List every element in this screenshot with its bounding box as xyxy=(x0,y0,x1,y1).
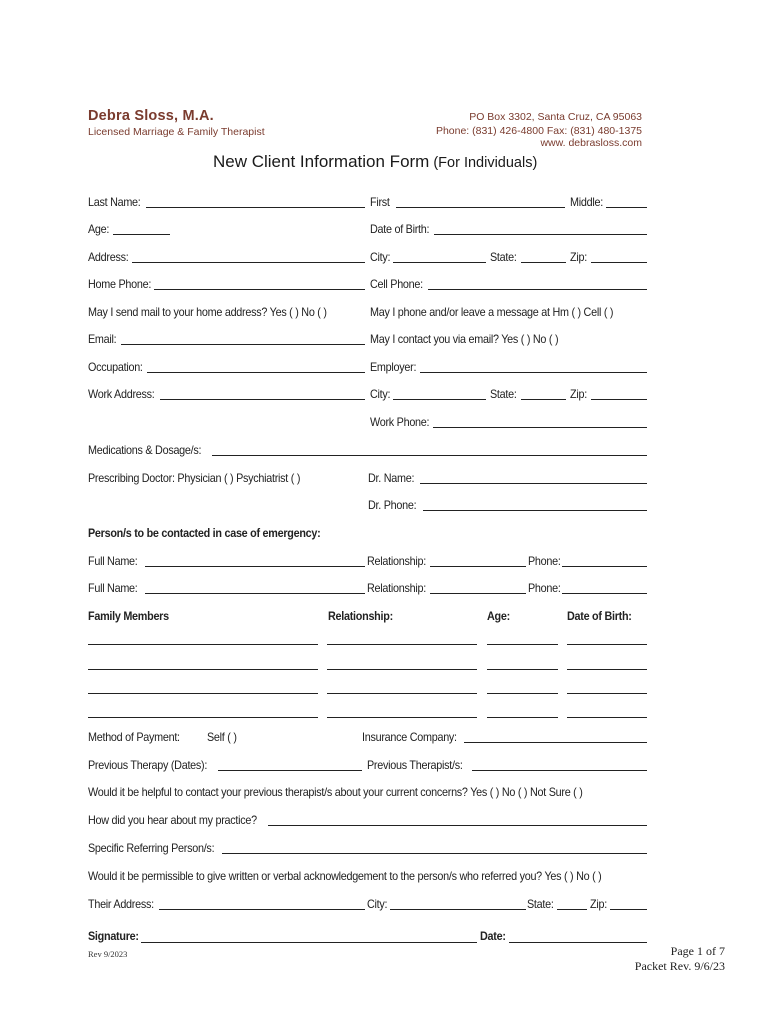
previous-therapist-label: Previous Therapist/s: xyxy=(367,758,463,772)
family-member-2-age-field[interactable] xyxy=(487,669,558,670)
family-member-1-name-field[interactable] xyxy=(88,644,318,645)
dob-field[interactable] xyxy=(434,234,647,235)
form-subtitle: (For Individuals) xyxy=(433,155,538,171)
city-field[interactable] xyxy=(393,262,486,263)
first-name-label: First xyxy=(370,195,390,209)
dob-label: Date of Birth: xyxy=(370,222,430,236)
signature-field[interactable] xyxy=(141,942,477,943)
dr-phone-field[interactable] xyxy=(423,510,647,511)
practitioner-name: Debra Sloss, M.A. xyxy=(88,108,214,124)
family-member-2-name-field[interactable] xyxy=(88,669,318,670)
cell-phone-label: Cell Phone: xyxy=(370,277,423,291)
home-phone-field[interactable] xyxy=(154,289,365,290)
work-city-label: City: xyxy=(370,387,391,401)
emergency-2-name-label: Full Name: xyxy=(88,581,138,595)
family-members-heading: Family Members xyxy=(88,609,169,623)
acknowledgement-question[interactable]: Would it be permissible to give written or verbal acknowledgement to the person/s who referred you? Yes ( ) No ( ) xyxy=(88,869,602,883)
referrer-state-label: State: xyxy=(527,897,554,911)
form-title xyxy=(213,152,537,172)
dr-name-field[interactable] xyxy=(420,483,647,484)
emergency-1-relationship-label: Relationship: xyxy=(367,554,426,568)
address-field[interactable] xyxy=(132,262,365,263)
previous-therapist-field[interactable] xyxy=(472,770,647,771)
last-name-field[interactable] xyxy=(146,207,365,208)
cell-phone-field[interactable] xyxy=(428,289,647,290)
date-field[interactable] xyxy=(509,942,647,943)
family-member-2-relationship-field[interactable] xyxy=(327,669,477,670)
emergency-contact-heading: Person/s to be contacted in case of emergency: xyxy=(88,526,321,540)
mail-consent-question[interactable]: May I send mail to your home address? Yes ( ) No ( ) xyxy=(88,305,327,319)
medications-field[interactable] xyxy=(212,455,647,456)
email-consent-question[interactable]: May I contact you via email? Yes ( ) No ( ) xyxy=(370,332,559,346)
referrer-address-label: Their Address: xyxy=(88,897,154,911)
last-name-label: Last Name: xyxy=(88,195,141,209)
referring-person-field[interactable] xyxy=(222,853,647,854)
zip-field[interactable] xyxy=(591,262,647,263)
work-zip-label: Zip: xyxy=(570,387,587,401)
work-phone-label: Work Phone: xyxy=(370,415,430,429)
emergency-1-name-label: Full Name: xyxy=(88,554,138,568)
family-member-4-age-field[interactable] xyxy=(487,717,558,718)
insurance-field[interactable] xyxy=(464,742,647,743)
employer-label: Employer: xyxy=(370,360,417,374)
emergency-2-relationship-label: Relationship: xyxy=(367,581,426,595)
emergency-2-phone-field[interactable] xyxy=(562,593,647,594)
referrer-city-label: City: xyxy=(367,897,388,911)
revision-note: Rev 9/2023 xyxy=(88,949,128,959)
payment-method-label: Method of Payment: xyxy=(88,730,180,744)
family-age-heading: Age: xyxy=(487,609,510,623)
referrer-state-field[interactable] xyxy=(557,909,587,910)
work-phone-field[interactable] xyxy=(433,427,647,428)
family-member-1-dob-field[interactable] xyxy=(567,644,647,645)
dr-phone-label: Dr. Phone: xyxy=(368,498,417,512)
previous-therapy-field[interactable] xyxy=(218,770,362,771)
contact-previous-therapist-question[interactable]: Would it be helpful to contact your previous therapist/s about your current concerns? Yes ( ) No ( ) Not Sure ( ) xyxy=(88,785,583,799)
prescribing-doctor-question[interactable]: Prescribing Doctor: Physician ( ) Psychiatrist ( ) xyxy=(88,471,301,485)
zip-label: Zip: xyxy=(570,250,587,264)
phone-consent-question[interactable]: May I phone and/or leave a message at Hm ( ) Cell ( ) xyxy=(370,305,614,319)
work-address-label: Work Address: xyxy=(88,387,155,401)
middle-name-field[interactable] xyxy=(606,207,647,208)
emergency-2-name-field[interactable] xyxy=(145,593,365,594)
family-member-3-age-field[interactable] xyxy=(487,693,558,694)
previous-therapy-label: Previous Therapy (Dates): xyxy=(88,758,208,772)
emergency-1-phone-label: Phone: xyxy=(528,554,561,568)
emergency-1-name-field[interactable] xyxy=(145,566,365,567)
referring-person-label: Specific Referring Person/s: xyxy=(88,841,215,855)
work-zip-field[interactable] xyxy=(591,399,647,400)
referral-source-label: How did you hear about my practice? xyxy=(88,813,257,827)
page-number: Page 1 of 7 xyxy=(670,944,725,958)
work-city-field[interactable] xyxy=(393,399,486,400)
family-member-3-name-field[interactable] xyxy=(88,693,318,694)
referrer-city-field[interactable] xyxy=(390,909,526,910)
self-pay-option[interactable]: Self ( ) xyxy=(207,730,237,744)
date-label: Date: xyxy=(480,929,506,943)
family-member-3-relationship-field[interactable] xyxy=(327,693,477,694)
practitioner-credential: Licensed Marriage & Family Therapist xyxy=(88,126,265,138)
family-member-1-age-field[interactable] xyxy=(487,644,558,645)
emergency-2-relationship-field[interactable] xyxy=(430,593,526,594)
email-field[interactable] xyxy=(121,344,365,345)
first-name-field[interactable] xyxy=(396,207,565,208)
state-field[interactable] xyxy=(521,262,566,263)
phone-fax: Phone: (831) 426-4800 Fax: (831) 480-1375 xyxy=(435,125,642,137)
form-title-main: New Client Information Form xyxy=(213,152,430,171)
mailing-address: PO Box 3302, Santa Cruz, CA 95063 xyxy=(469,111,642,123)
family-member-4-name-field[interactable] xyxy=(88,717,318,718)
family-member-3-dob-field[interactable] xyxy=(567,693,647,694)
emergency-1-relationship-field[interactable] xyxy=(430,566,526,567)
age-field[interactable] xyxy=(113,234,170,235)
family-member-1-relationship-field[interactable] xyxy=(327,644,477,645)
referrer-address-field[interactable] xyxy=(159,909,365,910)
packet-revision: Packet Rev. 9/6/23 xyxy=(634,959,725,973)
age-label: Age: xyxy=(88,222,110,236)
family-member-4-relationship-field[interactable] xyxy=(327,717,477,718)
website-link[interactable]: www. debrasloss.com xyxy=(540,137,642,149)
insurance-label: Insurance Company: xyxy=(362,730,457,744)
email-label: Email: xyxy=(88,332,117,346)
emergency-1-phone-field[interactable] xyxy=(562,566,647,567)
work-address-field[interactable] xyxy=(160,399,365,400)
family-member-2-dob-field[interactable] xyxy=(567,669,647,670)
family-relationship-heading: Relationship: xyxy=(328,609,393,623)
occupation-label: Occupation: xyxy=(88,360,143,374)
signature-label: Signature: xyxy=(88,929,139,943)
referrer-zip-label: Zip: xyxy=(590,897,607,911)
referrer-zip-field[interactable] xyxy=(610,909,647,910)
city-label: City: xyxy=(370,250,391,264)
state-label: State: xyxy=(490,250,517,264)
address-label: Address: xyxy=(88,250,129,264)
family-member-4-dob-field[interactable] xyxy=(567,717,647,718)
employer-field[interactable] xyxy=(420,372,647,373)
medications-label: Medications & Dosage/s: xyxy=(88,443,202,457)
dr-name-label: Dr. Name: xyxy=(368,471,415,485)
referral-source-field[interactable] xyxy=(268,825,647,826)
work-state-field[interactable] xyxy=(521,399,566,400)
occupation-field[interactable] xyxy=(147,372,365,373)
home-phone-label: Home Phone: xyxy=(88,277,152,291)
work-state-label: State: xyxy=(490,387,517,401)
emergency-2-phone-label: Phone: xyxy=(528,581,561,595)
middle-name-label: Middle: xyxy=(570,195,603,209)
family-dob-heading: Date of Birth: xyxy=(567,609,632,623)
